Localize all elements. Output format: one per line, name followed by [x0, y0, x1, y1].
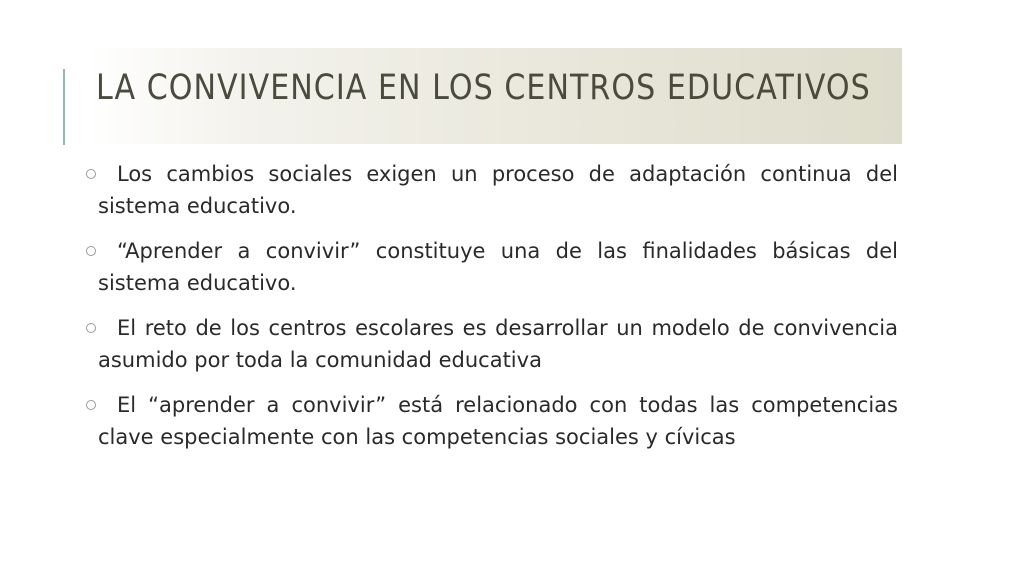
bullet-item: [86, 235, 898, 299]
bullet-circle-icon: [86, 400, 96, 410]
bullet-text: El reto de los centros escolares es desarrollar un modelo de convivencia asumido por toda la comunidad educativa: [98, 316, 898, 372]
bullet-circle-icon: [86, 246, 96, 256]
bullet-text: El “aprender a convivir” está relacionado con todas las competencias clave especialmente con las competencias sociales y cívicas: [98, 393, 898, 449]
bullet-item: [86, 312, 898, 376]
bullet-item: [86, 389, 898, 453]
bullet-item: [86, 158, 898, 222]
bullet-circle-icon: [86, 169, 96, 179]
bullet-list: [86, 158, 898, 466]
accent-line: [63, 69, 65, 145]
bullet-text: Los cambios sociales exigen un proceso de adaptación continua del sistema educativo.: [98, 162, 898, 218]
bullet-text: “Aprender a convivir” constituye una de las finalidades básicas del sistema educativo.: [98, 239, 898, 295]
bullet-circle-icon: [86, 323, 96, 333]
slide-title: LA CONVIVENCIA EN LOS CENTROS EDUCATIVOS: [96, 68, 871, 108]
